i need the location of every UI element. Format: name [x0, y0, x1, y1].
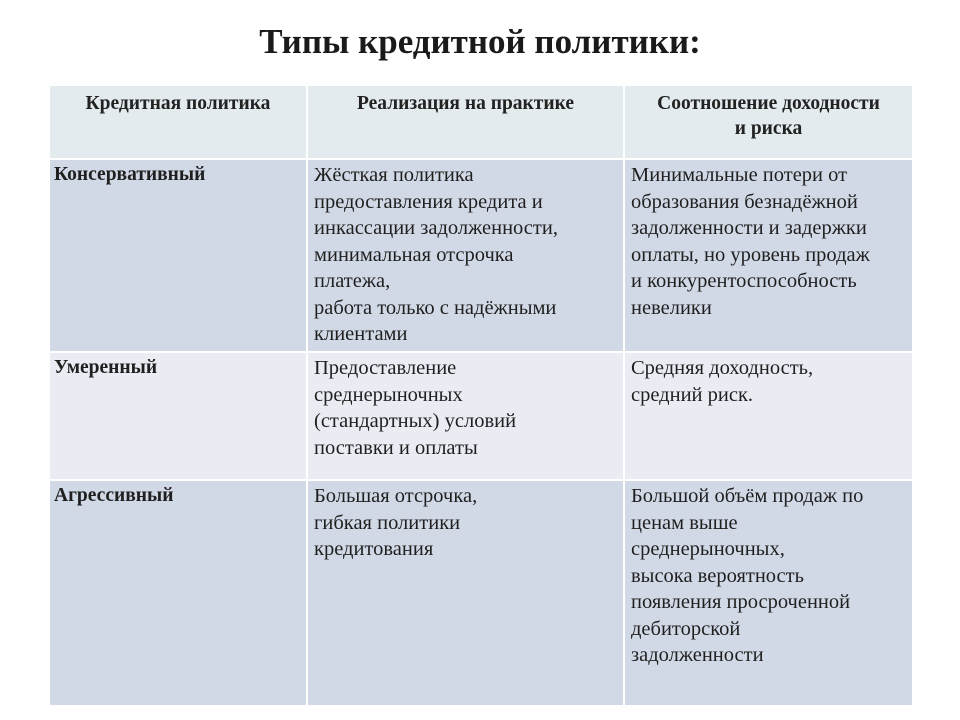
table-row-aggressive: [49, 480, 913, 706]
type-cell: Консервативный: [49, 159, 307, 352]
practice-cell: Предоставление среднерыночных (стандартных) условий поставки и оплаты: [307, 352, 624, 480]
header-practice: Реализация на практике: [307, 85, 624, 159]
table-row-conservative: [49, 159, 913, 352]
practice-cell: Большая отсрочка, гибкая политики кредитования: [307, 480, 624, 706]
header-credit-policy: Кредитная политика: [49, 85, 307, 159]
practice-cell: Жёсткая политика предоставления кредита и инкассации задолженности, минимальная отсрочка платежа, работа только с надёжными клиентами: [307, 159, 624, 352]
type-cell: Агрессивный: [49, 480, 307, 706]
risk-cell: Большой объём продаж по ценам выше среднерыночных, высока вероятность появления просроченной дебиторской задолженности: [624, 480, 913, 706]
table-header-row: [49, 85, 913, 159]
header-return-risk: Соотношение доходности и риска: [624, 85, 913, 159]
table-row-moderate: [49, 352, 913, 480]
type-cell: Умеренный: [49, 352, 307, 480]
page-title: Типы кредитной политики:: [259, 22, 701, 61]
credit-policy-table: [48, 84, 914, 707]
risk-cell: Средняя доходность, средний риск.: [624, 352, 913, 480]
risk-cell: Минимальные потери от образования безнадёжной задолженности и задержки оплаты, но уровень продаж и конкурентоспособность невелики: [624, 159, 913, 352]
